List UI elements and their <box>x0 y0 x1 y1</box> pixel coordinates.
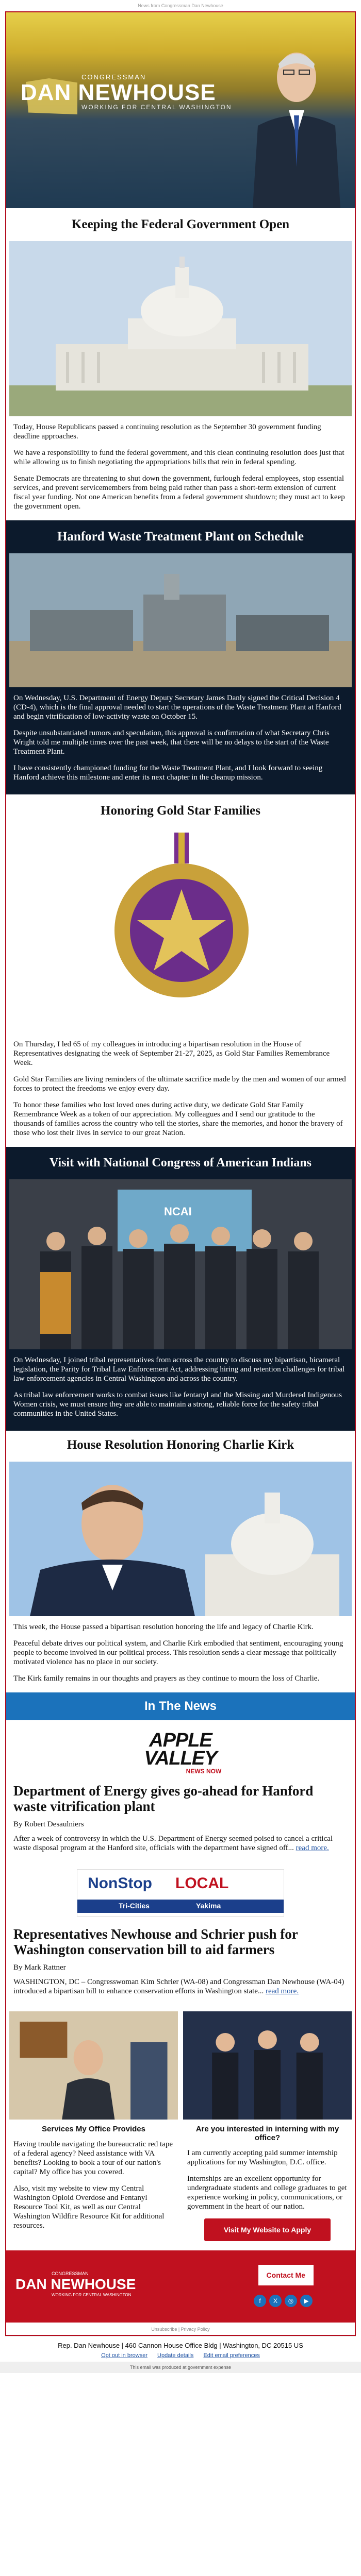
paragraph: On Wednesday, I joined tribal representatives from across the country to discuss my bipartisan, bicameral legislation, the Parity for Tribal Law Enforcement Act, addressing hiring and retention challenges for tribal law enforcement agencies in Central Washington and across the country. <box>13 1356 345 1383</box>
facebook-icon[interactable]: f <box>254 2295 266 2307</box>
social-links <box>254 2295 313 2307</box>
paragraph: We have a responsibility to fund the federal government, and this clean continuing resolution does just that while allowing us to finish negotiating the appropriations bills that rein in federal spending. <box>13 449 344 466</box>
paragraph: I am currently accepting paid summer internship applications for my Washington, D.C. office. <box>187 2149 338 2166</box>
paragraph: To honor these families who lost loved ones during active duty, we dedicate Gold Star Family Remembrance Week as a token of our appreciation. My colleagues and I send our gratitude to the thousands of families across the country who tell the stories, share the memories, and honor the bravery of those who lost their lives in service to our great Nation. <box>13 1101 343 1137</box>
logo-name: DAN NEWHOUSE <box>15 2276 136 2292</box>
news-excerpt: WASHINGTON, DC – Congresswoman Kim Schrier (WA-08) and Congressman Dan Newhouse (WA-04) introduced a bipartisan bill to enhance conservation efforts in Washington state... <box>13 1978 344 1995</box>
instagram-icon[interactable]: ◎ <box>285 2295 297 2307</box>
logo-line: VALLEY <box>144 1748 217 1769</box>
footer-address: Rep. Dan Newhouse | 460 Cannon House Office Bldg | Washington, DC 20515 US <box>5 2336 356 2352</box>
paragraph: On Thursday, I led 65 of my colleagues in introducing a bipartisan resolution in the House of Representatives designating the week of September 21-27, 2025, as Gold Star Families Remembrance Week. <box>13 1040 330 1067</box>
preheader: News from Congressman Dan Newhouse <box>138 3 223 8</box>
logo-line: Tri-Cities <box>119 1902 150 1910</box>
news-excerpt: After a week of controversy in which the U.S. Department of Energy seemed poised to cancel a critical waste disposal program at the Hanford site, officials with the department have signed off... <box>13 1835 333 1852</box>
ncai-text <box>6 1349 355 1431</box>
read-more-link[interactable]: read more. <box>296 1844 329 1852</box>
kirk-text <box>6 1616 355 1692</box>
ncai-banner-text: NCAI <box>164 1205 192 1218</box>
congressman-portrait <box>253 33 340 208</box>
ncai-group-photo <box>9 1179 352 1349</box>
hanford-text <box>6 687 355 794</box>
shutdown-text <box>6 416 355 520</box>
logo-small: CONGRESSMAN <box>52 2271 89 2276</box>
in-the-news-heading: In The News <box>6 1692 355 1720</box>
paragraph: On Wednesday, U.S. Department of Energy Deputy Secretary James Danly signed the Critical Decision 4 (CD-4), which is the final approval needed to start the operations of the Waste Treatment Plant at Hanford and begin vitrification of low-activity waste on October 15. <box>13 694 341 721</box>
logo-line: APPLE <box>149 1730 212 1751</box>
footer-banner <box>6 2250 355 2323</box>
logo-small: CONGRESSMAN <box>81 73 146 81</box>
email-preferences-link[interactable]: Edit email preferences <box>203 2352 260 2359</box>
nonstop-local-logo[interactable] <box>6 1860 355 1923</box>
internship-title: Are you interested in interning with my office? <box>195 2125 339 2142</box>
footer-disclaimer: This email was produced at government expense <box>0 2362 361 2373</box>
hanford-section <box>6 520 355 794</box>
paragraph: Having trouble navigating the bureaucratic red tape of a federal agency? Need assistance with VA benefits? Looking to book a tour of our nation's capital? My office has you covered. <box>13 2140 173 2176</box>
hanford-plant-photo <box>9 553 352 687</box>
newsletter <box>5 11 356 2336</box>
kirk-capitol-photo <box>9 1462 352 1616</box>
ncai-section <box>6 1147 355 1431</box>
paragraph: Also, visit my website to view my Central Washington Opioid Overdose and Fentanyl Resource Tool Kit, as well as our Central Washington Wildfire Resource Kit for additional resources. <box>13 2184 165 2230</box>
section-title-shutdown: Keeping the Federal Government Open <box>71 217 290 231</box>
gold-star-pin-image <box>9 827 352 1033</box>
logo-line: NonStop <box>88 1875 152 1892</box>
x-icon[interactable]: X <box>269 2295 282 2307</box>
paragraph: The Kirk family remains in our thoughts and prayers as they continue to mourn the loss of Charlie. <box>13 1674 320 1683</box>
update-details-link[interactable]: Update details <box>157 2352 194 2359</box>
section-title-kirk: House Resolution Honoring Charlie Kirk <box>67 1438 294 1452</box>
section-title-ncai: Visit with National Congress of American Indians <box>49 1156 312 1170</box>
youtube-icon[interactable]: ▶ <box>300 2295 313 2307</box>
logo-subtitle: WORKING FOR CENTRAL WASHINGTON <box>81 104 232 111</box>
footer-logo[interactable] <box>15 2271 136 2297</box>
services-title: Services My Office Provides <box>42 2125 145 2133</box>
news-body-1 <box>6 1834 355 1860</box>
paragraph: Despite unsubstantiated rumors and speculation, this approval is confirmation of what Secretary Chris Wright told me multiple times over the past week, that there will be no delays to the start of the Waste Treatment Plant. <box>13 729 330 756</box>
services-column <box>9 2011 178 2241</box>
paragraph: Gold Star Families are living reminders of the ultimate sacrifice made by the men and women of our armed forces to protect the freedoms we enjoy every day. <box>13 1075 346 1093</box>
services-columns <box>6 2003 355 2241</box>
goldstar-text <box>6 1033 355 1147</box>
read-more-link[interactable]: read more. <box>265 1987 299 1995</box>
news-title-2[interactable]: Representatives Newhouse and Schrier push for Washington conservation bill to aid farmers <box>13 1926 298 1957</box>
footer-links <box>0 2352 361 2362</box>
interns-photo <box>183 2011 352 2120</box>
news-body-2 <box>6 1977 355 2003</box>
logo-subtitle: WORKING FOR CENTRAL WASHINGTON <box>52 2293 132 2297</box>
logo-line: NEWS NOW <box>186 1768 222 1775</box>
section-title-goldstar: Honoring Gold Star Families <box>101 804 260 818</box>
internship-column <box>183 2011 352 2241</box>
news-author-1: By Robert Desaulniers <box>13 1820 84 1828</box>
news-title-1[interactable]: Department of Energy gives go-ahead for Hanford waste vitrification plant <box>13 1783 314 1814</box>
logo-name: DAN NEWHOUSE <box>21 80 216 105</box>
logo-line: Yakima <box>196 1902 221 1910</box>
opt-out-link[interactable]: Opt out in browser <box>101 2352 147 2359</box>
paragraph: As tribal law enforcement works to combat issues like fentanyl and the Missing and Murdered Indigenous Women crisis, we must ensure they are able to maintain a strong, reliable force for the safety tribal communities in the United States. <box>13 1391 342 1418</box>
paragraph: Today, House Republicans passed a continuing resolution as the September 30 government funding deadline approaches. <box>13 423 321 440</box>
logo-line: LOCAL <box>175 1875 229 1892</box>
office-photo <box>9 2011 178 2120</box>
paragraph: Peaceful debate drives our political system, and Charlie Kirk embodied that sentiment, encouraging young people to become involved in our political process. This resolution sends a clear message that politically motivated violence has no place in our society. <box>13 1639 343 1666</box>
header-banner <box>6 12 355 208</box>
footer-powered[interactable]: Unsubscribe | Privacy Policy <box>151 2327 210 2332</box>
paragraph: Internships are an excellent opportunity for undergraduate students and college graduates to get experience working in policy, communications, or government in the heart of our nation. <box>187 2175 347 2211</box>
news-author-2: By Mark Rattner <box>13 1963 66 1972</box>
capitol-photo <box>9 241 352 416</box>
contact-me-button[interactable]: Contact Me <box>258 2265 314 2285</box>
apply-button[interactable]: Visit My Website to Apply <box>204 2218 331 2241</box>
apple-valley-logo[interactable] <box>6 1720 355 1780</box>
paragraph: I have consistently championed funding for the Waste Treatment Plant, and I look forward to seeing Hanford achieve this milestone and enter its next chapter in the cleanup mission. <box>13 764 323 782</box>
paragraph: Senate Democrats are threatening to shut down the government, furlough federal employees, stop essential services, and prevent servicemembers from being paid rather than pass a short-term extension of current fiscal year funding. Not one American benefits from a federal government shutdown; they must act to keep the government open. <box>13 474 345 511</box>
header-logo[interactable] <box>21 73 248 111</box>
paragraph: This week, the House passed a bipartisan resolution honoring the life and legacy of Charlie Kirk. <box>13 1623 314 1631</box>
section-title-hanford: Hanford Waste Treatment Plant on Schedule <box>57 530 304 544</box>
